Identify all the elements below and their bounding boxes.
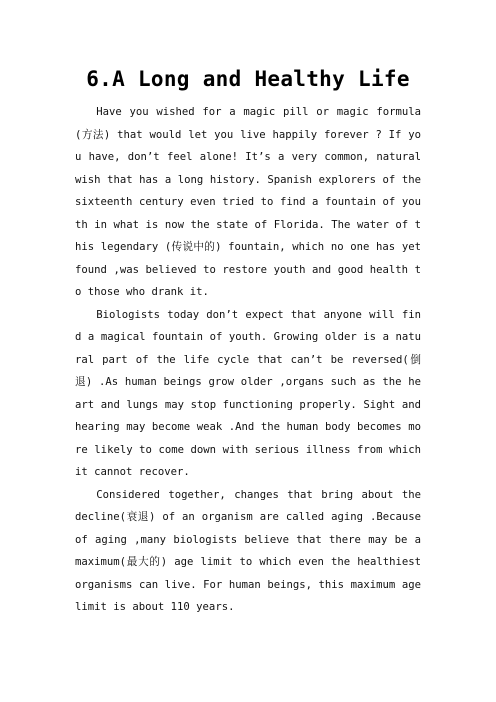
- document-body: [75, 101, 421, 619]
- document-title: 6.A Long and Healthy Life: [86, 67, 410, 91]
- paragraph-3: Considered together, changes that bring about the decline(衰退) of an organism are called aging .Because of aging ,many biologists believe that there may be a maximum(最大的) age limit to which even the healthiest organisms can live. For human beings, this maximum age limit is about 110 years.: [75, 488, 421, 613]
- paragraph-2: Biologists today don’t expect that anyone will find a magical fountain of youth. Growing older is a natural part of the life cycle that can’t be reversed(倒退) .As human beings grow older ,organs such as the heart and lungs may stop functioning properly. Sight and hearing may become weak .And the human body becomes more likely to come down with serious illness from which it cannot recover.: [75, 308, 421, 478]
- paragraph-1: Have you wished for a magic pill or magic formula (方法) that would let you live happily forever ? If you have, don’t feel alone! It’s a very common, natural wish that has a long history. Spanish explorers of the sixteenth century even tried to find a fountain of youth in what is now the state of Florida. The water of this legendary (传说中的) fountain, which no one has yet found ,was believed to restore youth and good health to those who drank it.: [75, 106, 421, 298]
